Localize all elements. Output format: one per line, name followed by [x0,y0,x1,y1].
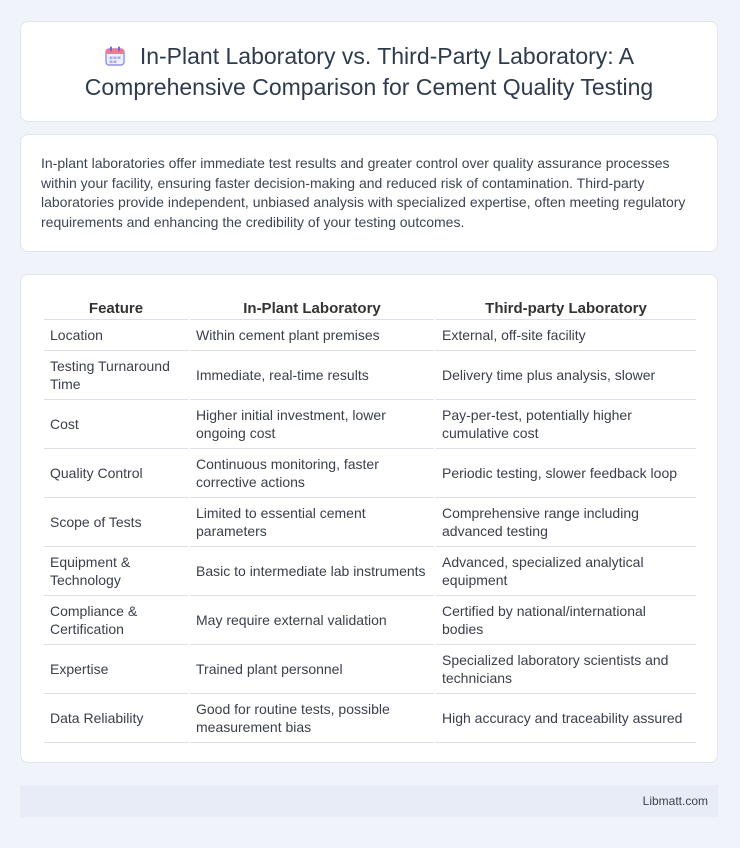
feature-cell: Data Reliability [44,694,188,743]
third-party-cell: Specialized laboratory scientists and technicians [436,645,696,694]
table-row [44,449,696,498]
table-row [44,400,696,449]
in-plant-cell: Within cement plant premises [190,320,434,351]
summary-text: In-plant laboratories offer immediate test results and greater control over quality assurance processes within your facility, ensuring faster decision-making and reduced risk of contamination. Third-party laboratories provide independent, unbiased analysis with specialized expertise, often meeting regulatory requirements and enhancing the credibility of your testing outcomes. [41,155,686,230]
comparison-table [42,297,698,743]
footer [20,785,718,817]
table-row [44,320,696,351]
third-party-cell: Periodic testing, slower feedback loop [436,449,696,498]
table-row [44,694,696,743]
feature-cell: Equipment & Technology [44,547,188,596]
header-in-plant: In-Plant Laboratory [190,297,434,320]
table-header-row [44,297,696,320]
feature-cell: Compliance & Certification [44,596,188,645]
comparison-card [20,274,718,763]
third-party-cell: External, off-site facility [436,320,696,351]
page-title [21,41,717,103]
in-plant-cell: Higher initial investment, lower ongoing cost [190,400,434,449]
feature-cell: Scope of Tests [44,498,188,547]
feature-cell: Cost [44,400,188,449]
in-plant-cell: Trained plant personnel [190,645,434,694]
feature-cell: Testing Turnaround Time [44,351,188,400]
header-feature: Feature [44,297,188,320]
feature-cell: Quality Control [44,449,188,498]
third-party-cell: High accuracy and traceability assured [436,694,696,743]
table-row [44,351,696,400]
table-row [44,498,696,547]
in-plant-cell: Limited to essential cement parameters [190,498,434,547]
in-plant-cell: Good for routine tests, possible measurement bias [190,694,434,743]
calendar-icon [104,45,126,67]
page-title-text: In-Plant Laboratory vs. Third-Party Laboratory: A Comprehensive Comparison for Cement Quality Testing [84,42,654,100]
third-party-cell: Comprehensive range including advanced testing [436,498,696,547]
header-third-party: Third-party Laboratory [436,297,696,320]
third-party-cell: Advanced, specialized analytical equipment [436,547,696,596]
feature-cell: Location [44,320,188,351]
feature-cell: Expertise [44,645,188,694]
table-row [44,547,696,596]
footer-brand: Libmatt.com [642,794,708,808]
third-party-cell: Certified by national/international bodies [436,596,696,645]
in-plant-cell: Basic to intermediate lab instruments [190,547,434,596]
in-plant-cell: Continuous monitoring, faster corrective actions [190,449,434,498]
title-card [20,21,718,122]
third-party-cell: Pay-per-test, potentially higher cumulative cost [436,400,696,449]
in-plant-cell: May require external validation [190,596,434,645]
table-row [44,645,696,694]
summary-card [20,134,718,252]
in-plant-cell: Immediate, real-time results [190,351,434,400]
third-party-cell: Delivery time plus analysis, slower [436,351,696,400]
table-row [44,596,696,645]
